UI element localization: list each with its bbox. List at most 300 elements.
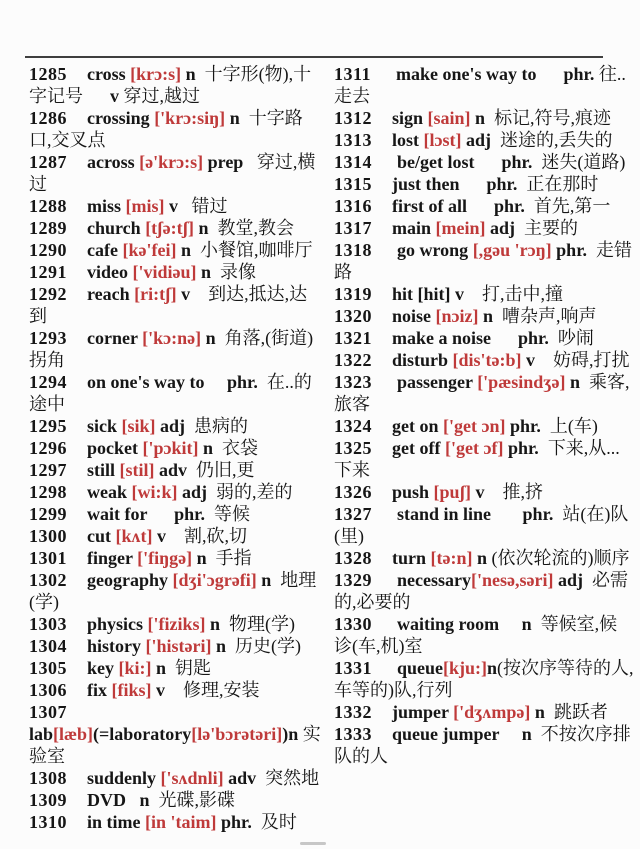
entry-phonetic: [kʌt]	[115, 526, 157, 546]
entry-phonetic: [lə'bɔrətəri]	[191, 724, 283, 744]
entry-meaning: 迷失(道路)	[541, 152, 626, 172]
entry-phonetic: [tʃə:tʃ]	[145, 218, 199, 238]
entry-phonetic: ['vidiəu]	[132, 262, 202, 282]
entry-phonetic: ['pæsindʒə]	[477, 372, 570, 392]
entry	[334, 569, 634, 613]
entry	[29, 283, 324, 327]
entry-word: go wrong	[397, 240, 473, 260]
entry-meaning: 上(车)	[549, 416, 598, 436]
entry-pos: phr.	[518, 328, 558, 348]
entry-word: passenger	[397, 372, 478, 392]
entry-word: in time	[87, 812, 145, 832]
entry	[334, 437, 634, 481]
entry-meaning: 穿过,越过	[123, 86, 200, 106]
entry-word: push	[392, 482, 434, 502]
entry-number: 1317	[334, 218, 392, 238]
entry	[29, 371, 324, 415]
entry-meaning: 不按次序排队的人	[334, 724, 631, 766]
entry-number: 1298	[29, 482, 87, 502]
entry	[334, 503, 634, 547]
entry-number: 1304	[29, 636, 87, 656]
entry-word: main	[392, 218, 436, 238]
entry	[29, 481, 324, 503]
entry-number: 1297	[29, 460, 87, 480]
entry-phonetic: [stil]	[119, 460, 160, 480]
entry-meaning: 到达,抵达,达到	[29, 284, 308, 326]
entry	[29, 63, 324, 107]
entry-space	[541, 64, 564, 84]
entry	[29, 239, 324, 261]
entry-number: 1310	[29, 812, 87, 832]
entry-word: sign	[392, 108, 428, 128]
entry-word: reach	[87, 284, 135, 304]
entry-space	[152, 504, 175, 524]
entry-number: 1287	[29, 152, 87, 172]
entry-meaning: 妨碍,打扰	[553, 350, 630, 370]
entry-phonetic: [nɔiz]	[435, 306, 483, 326]
entry-meaning: 割,砍,切	[184, 526, 247, 546]
entry-pos: n	[198, 218, 218, 238]
entry-pos: phr.	[522, 504, 563, 524]
entry-number: 1313	[334, 130, 392, 150]
entry-number: 1333	[334, 724, 392, 744]
entry-pos: phr.	[221, 812, 261, 832]
entry-word: corner	[87, 328, 143, 348]
entry-meaning: 在..的途中	[29, 372, 312, 414]
entry	[334, 327, 634, 349]
entry	[334, 107, 634, 129]
entry-meaning: 必需的,必要的	[334, 570, 628, 612]
entry-phonetic: ['pɔkit]	[142, 438, 203, 458]
entry-meaning: 小餐馆,咖啡厅	[199, 240, 313, 260]
entry-phonetic: ['sʌdnli]	[160, 768, 229, 788]
entry-meaning: 嘈杂声,响声	[502, 306, 597, 326]
entry-space	[496, 504, 523, 524]
entry-meaning: 弱的,差的	[216, 482, 293, 502]
entry	[29, 613, 324, 635]
entry-meaning: 跳跃者	[553, 702, 608, 722]
entry-meaning: 光碟,影碟	[158, 790, 236, 810]
entry-word: church	[87, 218, 146, 238]
entry-pos: adj	[557, 570, 592, 590]
entry-phonetic: ['kɔ:nə]	[142, 328, 206, 348]
entry-phonetic: ['nesə,səri]	[470, 570, 558, 590]
entry-word: on one's way to	[87, 372, 210, 392]
entry-meaning: 主要的	[524, 218, 579, 238]
entry-meaning: 录像	[220, 262, 257, 282]
entry-pos: adj	[465, 130, 500, 150]
entry-pos: phr.	[509, 416, 550, 436]
entry	[29, 327, 324, 371]
entry-pos: v	[526, 350, 554, 370]
entry-number: 1330	[334, 614, 397, 634]
entry-number: 1306	[29, 680, 87, 700]
entry	[334, 657, 634, 701]
entry-word: jumper	[392, 702, 454, 722]
entry-word: be/get lost	[397, 152, 479, 172]
entry-number: 1324	[334, 416, 392, 436]
entry-phonetic: ['dʒʌmpə]	[453, 702, 535, 722]
entry-pos: n	[261, 570, 281, 590]
entry-phonetic: [mis]	[125, 196, 170, 216]
entry	[334, 63, 634, 107]
entry-phonetic: [fiks]	[111, 680, 156, 700]
entry-meaning: 等候室,候诊(车,机)室	[334, 614, 618, 656]
entry	[29, 569, 324, 613]
entry-space	[131, 790, 140, 810]
entry	[29, 437, 324, 459]
entry-number: 1311	[334, 64, 397, 84]
entry-word: make one's way to	[396, 64, 542, 84]
entry-number: 1286	[29, 108, 87, 128]
entry-meaning: 修理,安装	[183, 680, 260, 700]
entry-word: cut	[87, 526, 116, 546]
entry	[29, 635, 324, 657]
bottom-page-mark	[300, 842, 326, 845]
entry-meaning: 物理(学)	[229, 614, 296, 634]
entry-phonetic: [in 'taim]	[145, 812, 221, 832]
entry	[29, 503, 324, 525]
entry	[29, 525, 324, 547]
entry-number: 1332	[334, 702, 392, 722]
entry-space	[464, 174, 487, 194]
entry-word: wait for	[87, 504, 152, 524]
entry	[29, 701, 324, 767]
entry	[29, 261, 324, 283]
entry-number: 1312	[334, 108, 392, 128]
entry-pos: n	[569, 372, 589, 392]
entry-phonetic: ['fiziks]	[147, 614, 211, 634]
entry-word: crossing	[87, 108, 155, 128]
entry-word: get on	[392, 416, 443, 436]
entry	[334, 151, 634, 173]
entry-number: 1307	[29, 702, 67, 722]
entry-phonetic: [læb]	[53, 724, 94, 744]
entry	[334, 547, 634, 569]
entry	[334, 195, 634, 217]
entry-meaning: 及时	[260, 812, 297, 832]
entry-meaning: 错过	[191, 196, 228, 216]
entry-phonetic: [kə'fei]	[122, 240, 181, 260]
entry-word: suddenly	[87, 768, 161, 788]
entry-phonetic: ['histəri]	[145, 636, 216, 656]
entry-space	[504, 614, 522, 634]
entry	[334, 283, 634, 305]
entry-number: 1322	[334, 350, 392, 370]
entry-phonetic: [sik]	[121, 416, 161, 436]
entry-word: history	[87, 636, 146, 656]
entry-pos: phr.	[493, 196, 534, 216]
entry-space	[479, 152, 502, 172]
entry-pos: phr.	[507, 438, 548, 458]
entry-number: 1323	[334, 372, 397, 392]
entry-space	[504, 724, 522, 744]
entry-pos: n	[203, 438, 223, 458]
entry-pos: n	[201, 262, 221, 282]
entry-number: 1326	[334, 482, 392, 502]
entry-number: 1325	[334, 438, 392, 458]
entry-number: 1294	[29, 372, 87, 392]
entry-word: cafe	[87, 240, 123, 260]
entry	[29, 657, 324, 679]
entry-phonetic: [puʃ]	[433, 482, 476, 502]
entry-word: geography	[87, 570, 173, 590]
entry-meaning: (依次轮流的)顺序	[491, 548, 630, 568]
entry	[334, 305, 634, 327]
entry-word: necessary	[397, 570, 471, 590]
entry-pos: n	[229, 108, 249, 128]
entry-word: miss	[87, 196, 126, 216]
entry-meaning: 等候	[214, 504, 251, 524]
entry-phonetic: [dʒi'ɔgrəfi]	[172, 570, 262, 590]
entry-word: just then	[392, 174, 465, 194]
entry-word: )n	[282, 724, 303, 744]
entry-number: 1331	[334, 658, 397, 678]
entry	[334, 481, 634, 503]
entry	[334, 129, 634, 151]
entry	[29, 415, 324, 437]
entry-meaning: 患病的	[194, 416, 249, 436]
entry	[29, 789, 324, 811]
entry-word: sick	[87, 416, 122, 436]
entry-pos: n	[210, 614, 230, 634]
entry-pos: adv	[159, 460, 197, 480]
entry-number: 1288	[29, 196, 87, 216]
entry-pos: n	[483, 306, 503, 326]
entry-pos: n	[215, 636, 235, 656]
entry-meaning: 十字形(物),十字记号	[29, 64, 312, 106]
entry-meaning: 十字路口,交叉点	[29, 108, 303, 150]
entry	[334, 415, 634, 437]
entry-phonetic: [,gəu 'rɔŋ]	[472, 240, 557, 260]
entry-word: lost	[392, 130, 424, 150]
entry	[29, 459, 324, 481]
entry-pos: n	[180, 240, 200, 260]
entry-number: 1316	[334, 196, 392, 216]
entry	[334, 217, 634, 239]
entry	[334, 371, 634, 415]
entry-word: DVD	[87, 790, 131, 810]
entry-pos: n	[196, 548, 216, 568]
entry-word: (=laboratory	[93, 724, 192, 744]
entry-word: video	[87, 262, 133, 282]
entry	[334, 349, 634, 371]
entry-phonetic: [ə'krɔ:s]	[139, 152, 208, 172]
entry-number: 1289	[29, 218, 87, 238]
entry-number: 1296	[29, 438, 87, 458]
entry	[29, 811, 324, 833]
entry	[29, 767, 324, 789]
entry-word: cross	[87, 64, 131, 84]
entry-phonetic: [dis'tə:b]	[452, 350, 527, 370]
entry-number: 1329	[334, 570, 397, 590]
entry-pos: adj	[160, 416, 195, 436]
entry-pos: v	[110, 86, 124, 106]
entry-phonetic: [sain]	[427, 108, 476, 128]
entry-word: finger	[87, 548, 138, 568]
entry-pos: n	[487, 658, 498, 678]
entry-meaning: 教堂,教会	[217, 218, 295, 238]
entry-phonetic: [ki:]	[118, 658, 156, 678]
entry-number: 1327	[334, 504, 397, 524]
entry-number: 1285	[29, 64, 87, 84]
entry-number: 1295	[29, 416, 87, 436]
entry-phonetic: [wi:k]	[131, 482, 182, 502]
entry-meaning: 下来,从...下来	[334, 438, 620, 480]
entry-word: fix	[87, 680, 112, 700]
entry-word: turn	[392, 548, 431, 568]
entry-pos: n	[185, 64, 205, 84]
entry-number: 1290	[29, 240, 87, 260]
entry-pos: adj	[490, 218, 525, 238]
entry-meaning: 标记,符号,痕迹	[494, 108, 612, 128]
entry-meaning: 推,挤	[502, 482, 543, 502]
entry-phonetic: [lɔst]	[423, 130, 466, 150]
entry-phonetic: ['get ɔn]	[443, 416, 510, 436]
entry-meaning: 走错路	[334, 240, 633, 282]
entry-word: across	[87, 152, 140, 172]
entry-phonetic: ['krɔ:siŋ]	[154, 108, 230, 128]
entry-word: queue	[397, 658, 444, 678]
entry-pos: v	[181, 284, 209, 304]
entry	[334, 613, 634, 657]
entry-phonetic: [tə:n]	[430, 548, 477, 568]
entry-phonetic: [krɔ:s]	[130, 64, 186, 84]
entry-pos: n	[477, 548, 492, 568]
entry-number: 1308	[29, 768, 87, 788]
entry-word: make a noise	[392, 328, 496, 348]
entry-meaning: 手指	[215, 548, 252, 568]
entry	[334, 173, 634, 195]
entry-number: 1293	[29, 328, 87, 348]
entry-word: first of all	[392, 196, 472, 216]
entry-word: weak	[87, 482, 132, 502]
entry-phonetic: [ri:tʃ]	[134, 284, 182, 304]
entry-pos: n	[521, 724, 541, 744]
entry-pos: phr.	[486, 174, 527, 194]
entry-number: 1321	[334, 328, 392, 348]
entry-word: get off	[392, 438, 445, 458]
entry-pos: n	[475, 108, 495, 128]
entry-meaning: 首先,第一	[533, 196, 611, 216]
entry	[334, 723, 634, 767]
entry	[29, 195, 324, 217]
entry-word: pocket	[87, 438, 143, 458]
column-left	[29, 63, 324, 833]
entry-pos: v	[475, 482, 503, 502]
entry-number: 1320	[334, 306, 392, 326]
entry-meaning: 钥匙	[175, 658, 212, 678]
entry-number: 1291	[29, 262, 87, 282]
entry-meaning: 吵闹	[557, 328, 594, 348]
entry-number: 1292	[29, 284, 87, 304]
entry	[29, 217, 324, 239]
entry-meaning: 打,击中,撞	[482, 284, 564, 304]
entry-pos: phr.	[174, 504, 215, 524]
entry-number: 1305	[29, 658, 87, 678]
entry-phonetic: ['fiŋgə]	[137, 548, 197, 568]
entry-pos: phr.	[563, 64, 599, 84]
entry-number: 1302	[29, 570, 87, 590]
top-rule-line	[25, 56, 603, 58]
column-right	[334, 63, 634, 767]
entry-meaning: 迷途的,丢失的	[500, 130, 613, 150]
entry-meaning: 衣袋	[222, 438, 259, 458]
entry-phonetic: [mein]	[435, 218, 490, 238]
entry-meaning: 仍旧,更	[196, 460, 255, 480]
entry-pos: phr.	[227, 372, 267, 392]
entry-pos: n	[205, 328, 225, 348]
entry-pos: phr.	[501, 152, 542, 172]
entry	[29, 547, 324, 569]
entry-word: noise	[392, 306, 436, 326]
entry-word: lab	[29, 724, 54, 744]
entry-space	[496, 328, 519, 348]
entry-pos: n	[156, 658, 176, 678]
entry-meaning: 角落,(街道)拐角	[29, 328, 314, 370]
entry-pos: adj	[182, 482, 217, 502]
entry-number: 1315	[334, 174, 392, 194]
entry-space	[83, 86, 110, 106]
entry-phonetic: [hit]	[417, 284, 456, 304]
entry-pos: adv	[228, 768, 266, 788]
entry-word: stand in line	[397, 504, 496, 524]
entry-word: waiting room	[397, 614, 504, 634]
entry-number: 1301	[29, 548, 87, 568]
entry-phonetic: ['get ɔf]	[444, 438, 508, 458]
entry-number: 1328	[334, 548, 392, 568]
entry-meaning: 突然地	[265, 768, 320, 788]
entry-meaning: 穿过,横过	[29, 152, 316, 194]
entry-meaning: 实验室	[29, 724, 321, 766]
entry-meaning: (按次序等待的人,车等的)队,行列	[334, 658, 634, 700]
entry-pos: v	[169, 196, 192, 216]
entry-number: 1309	[29, 790, 87, 810]
entry	[29, 679, 324, 701]
entry-number: 1303	[29, 614, 87, 634]
entry-pos: phr.	[556, 240, 597, 260]
entry-number: 1314	[334, 152, 397, 172]
entry-pos: prep	[207, 152, 257, 172]
entry-word: key	[87, 658, 119, 678]
entry-meaning: 历史(学)	[235, 636, 301, 656]
entry-meaning: 乘客,旅客	[334, 372, 630, 414]
entry-pos: n	[534, 702, 554, 722]
entry-meaning: 站(在)队(里)	[334, 504, 629, 546]
entry-number: 1300	[29, 526, 87, 546]
entry-word: physics	[87, 614, 148, 634]
entry	[29, 107, 324, 151]
entry-space	[471, 196, 494, 216]
entry-number: 1319	[334, 284, 392, 304]
entry-number: 1299	[29, 504, 87, 524]
entry-meaning: 正在那时	[526, 174, 599, 194]
entry-pos: n	[521, 614, 541, 634]
entry-word: still	[87, 460, 120, 480]
entry	[29, 151, 324, 195]
entry	[334, 239, 634, 283]
entry-meaning: 往..走去	[334, 64, 626, 106]
entry-word: hit	[392, 284, 418, 304]
entry-space	[209, 372, 227, 392]
entry-pos: n	[139, 790, 159, 810]
entry-meaning: 地理(学)	[29, 570, 317, 612]
entry	[334, 701, 634, 723]
entry-pos: v	[157, 526, 184, 546]
entry-word: disturb	[392, 350, 453, 370]
entry-number: 1318	[334, 240, 397, 260]
entry-pos: v	[455, 284, 483, 304]
